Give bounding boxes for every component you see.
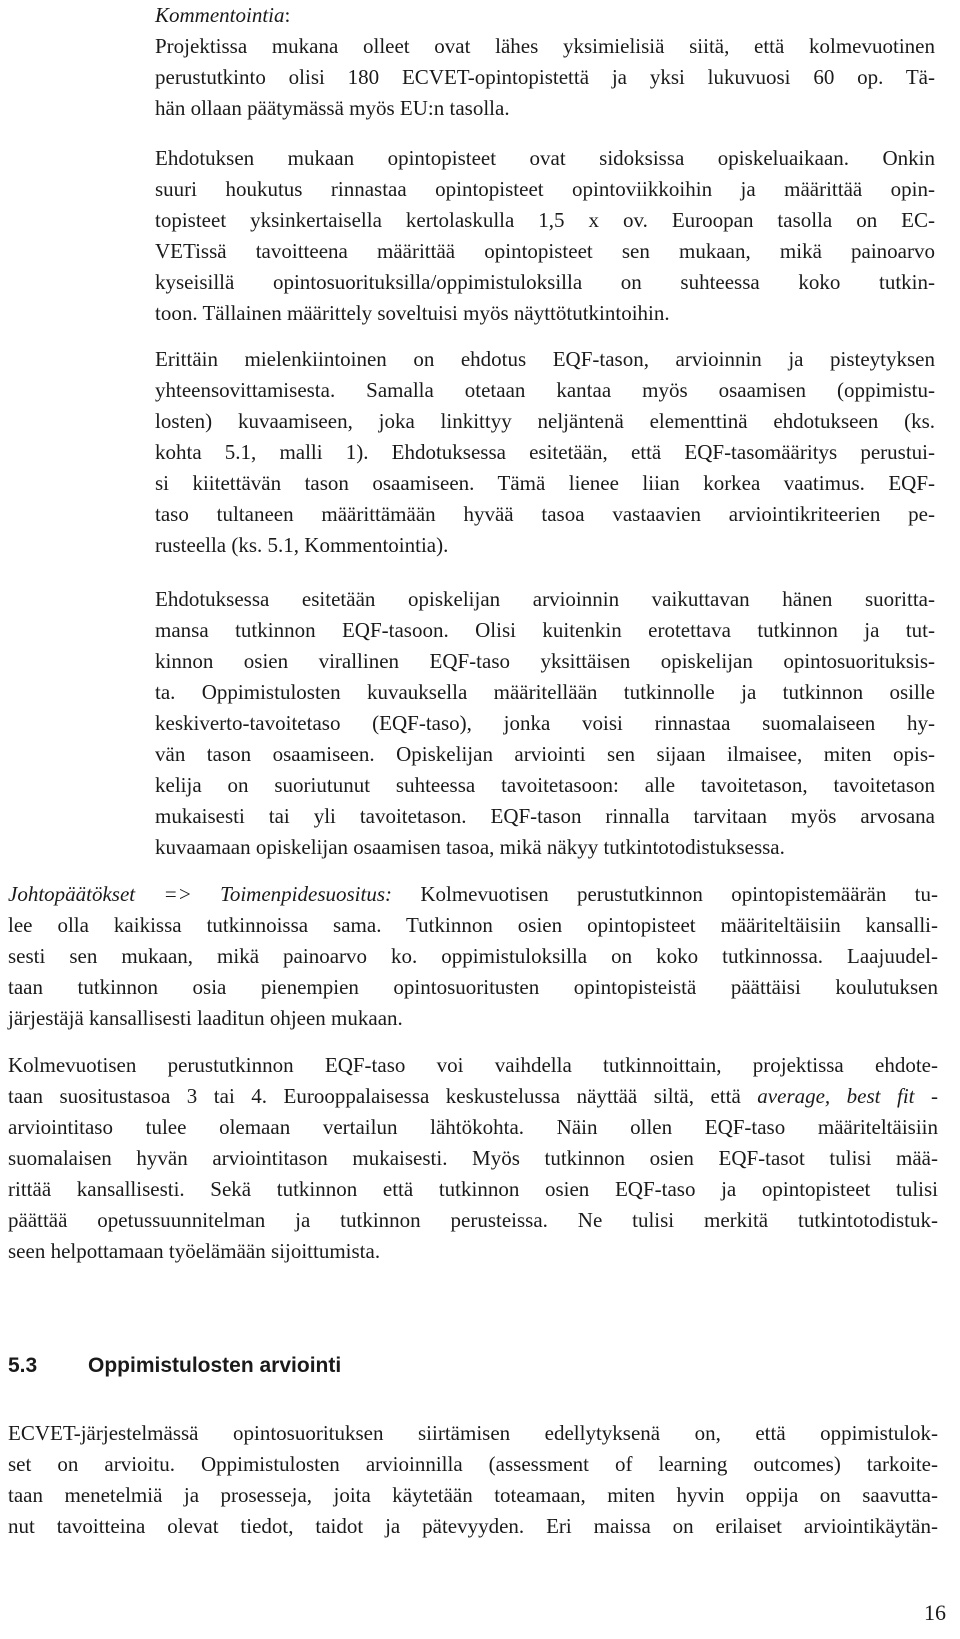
section-paragraph (8, 1418, 938, 1542)
text-line: järjestäjä kansallisesti laaditun ohjeen mukaan. (8, 1006, 403, 1030)
text-line: toon. Tällainen määrittely soveltuisi myös näyttötutkintoihin. (155, 301, 670, 325)
text-line: perustutkinto olisi 180 ECVET-opintopistettä ja yksi lukuvuosi 60 op. Tä- (155, 65, 935, 89)
comment-paragraph-3 (155, 344, 935, 561)
text-line: Johtopäätökset => Toimenpidesuositus: Kolmevuotisen perustutkinnon opintopistemäärän tu- (8, 882, 939, 906)
comment-paragraph-4 (155, 584, 935, 863)
text-line: kelija on suoriutunut suhteessa tavoitetasoon: alle tavoitetason, tavoitetason (155, 773, 935, 797)
text-line: Ehdotuksen mukaan opintopisteet ovat sidoksissa opiskeluaikaan. Onkin (155, 146, 935, 170)
text-line: taan suositustasoa 3 tai 4. Eurooppalaisessa keskustelussa näyttää siltä, että average, best fit - (8, 1084, 939, 1108)
text-line: seen helpottamaan työelämään sijoittumista. (8, 1239, 381, 1263)
text-line: suuri houkutus rinnastaa opintopisteet opintoviikkoihin ja määrittää opin- (155, 177, 935, 201)
text-line: mukaisesti tai yli tavoitetason. EQF-tason rinnalla tarvitaan myös arvosana (155, 804, 935, 828)
text-line: taso tultaneen määrittämään hyvää tasoa vastaavien arviointikriteerien pe- (155, 502, 935, 526)
text-line: si kiitettävän tason osaamiseen. Tämä lienee liian korkea vaatimus. EQF- (155, 471, 935, 495)
conclusion-paragraph (8, 879, 938, 1034)
text-line: Kolmevuotisen perustutkinnon EQF-taso voi vaihdella tutkinnoittain, projektissa ehdote- (8, 1053, 938, 1077)
text-line: keskiverto-tavoitetaso (EQF-taso), jonka voisi rinnastaa suomalaiseen hy- (155, 711, 935, 735)
text-line: sesti sen mukaan, mikä painoarvo ko. oppimistuloksilla on koko tutkinnossa. Laajuudel- (8, 944, 938, 968)
text-line: lee olla kaikissa tutkinnoissa sama. Tutkinnon osien opintopisteet määriteltäisiin kansalli- (8, 913, 938, 937)
text-line: Erittäin mielenkiintoinen on ehdotus EQF-tason, arvioinnin ja pisteytyksen (155, 347, 935, 371)
text-line: Ehdotuksessa esitetään opiskelijan arvioinnin vaikuttavan hänen suoritta- (155, 587, 935, 611)
text-line: nut tavoitteina olevat tiedot, taidot ja pätevyyden. Eri maissa on erilaiset arviointikäytän- (8, 1514, 938, 1538)
text-line: kinnon osien virallinen EQF-taso yksittäisen opiskelijan opintosuorituksis- (155, 649, 935, 673)
comment-paragraph-1 (155, 31, 935, 124)
text-line: rittää kansallisesti. Sekä tutkinnon että tutkinnon osien EQF-taso ja opintopisteet tulisi (8, 1177, 938, 1201)
text-line: vän tason osaamiseen. Opiskelijan arviointi sen sijaan ilmaisee, miten opis- (155, 742, 935, 766)
text-line: kohta 5.1, malli 1). Ehdotuksessa esitetään, että EQF-tasomääritys perustui- (155, 440, 935, 464)
text-line: Projektissa mukana olleet ovat lähes yksimielisiä siitä, että kolmevuotinen (155, 34, 935, 58)
text-line: kuvaamaan opiskelijan osaamisen tasoa, mikä näkyy tutkintotodistuksessa. (155, 835, 785, 859)
text-line: rusteella (ks. 5.1, Kommentointia). (155, 533, 449, 557)
text-line: ECVET-järjestelmässä opintosuorituksen siirtämisen edellytyksenä on, että oppimistulok- (8, 1421, 938, 1445)
comment-paragraph-2 (155, 143, 935, 329)
text-line: kyseisillä opintosuorituksilla/oppimistuloksilla on suhteessa koko tutkin- (155, 270, 935, 294)
text-line: arviointitaso tulee olemaan vertailun lähtökohta. Näin ollen EQF-taso määriteltäisiin (8, 1115, 938, 1139)
eqf-paragraph (8, 1050, 938, 1267)
text-line: ta. Oppimistulosten kuvauksella määritellään tutkinnolle ja tutkinnon osille (155, 680, 935, 704)
section-number: 5.3 (8, 1354, 38, 1377)
text-line: topisteet yksinkertaisella kertolaskulla 1,5 x ov. Euroopan tasolla on EC- (155, 208, 935, 232)
section-heading (8, 1350, 341, 1381)
text-line: mansa tutkinnon EQF-tasoon. Olisi kuitenkin erotettava tutkinnon ja tut- (155, 618, 935, 642)
text-line: VETissä tavoitteena määrittää opintopisteet sen mukaan, mikä painoarvo (155, 239, 935, 263)
text-line: set on arvioitu. Oppimistulosten arvioinnilla (assessment of learning outcomes) tarkoite- (8, 1452, 938, 1476)
comment-label: Kommentointia: (155, 3, 291, 27)
text-line: päättää opetussuunnitelman ja tutkinnon perusteissa. Ne tulisi merkitä tutkintotodistuk- (8, 1208, 938, 1232)
conclusion-label: Johtopäätökset => Toimenpidesuositus: (8, 882, 393, 906)
comment-block (155, 0, 935, 31)
text-line: taan menetelmiä ja prosesseja, joita käytetään toteamaan, miten hyvin oppija on saavutta- (8, 1483, 938, 1507)
page-number: 16 (924, 1600, 946, 1625)
comment-label-text: Kommentointia (155, 3, 285, 27)
average-best-fit-term: average, best fit (757, 1084, 915, 1108)
text-line: suomalaisen hyvän arviointitason mukaisesti. Myös tutkinnon osien EQF-tasot tulisi mää- (8, 1146, 938, 1170)
text-line: yhteensovittamisesta. Samalla otetaan kantaa myös osaamisen (oppimistu- (155, 378, 935, 402)
section-title: Oppimistulosten arviointi (88, 1354, 342, 1377)
text-line: losten) kuvaamiseen, joka linkittyy neljäntenä elementtinä ehdotukseen (ks. (155, 409, 935, 433)
text-line: hän ollaan päätymässä myös EU:n tasolla. (155, 96, 510, 120)
text-line: taan tutkinnon osia pienempien opintosuoritusten opintopisteistä päättäisi koulutuksen (8, 975, 938, 999)
